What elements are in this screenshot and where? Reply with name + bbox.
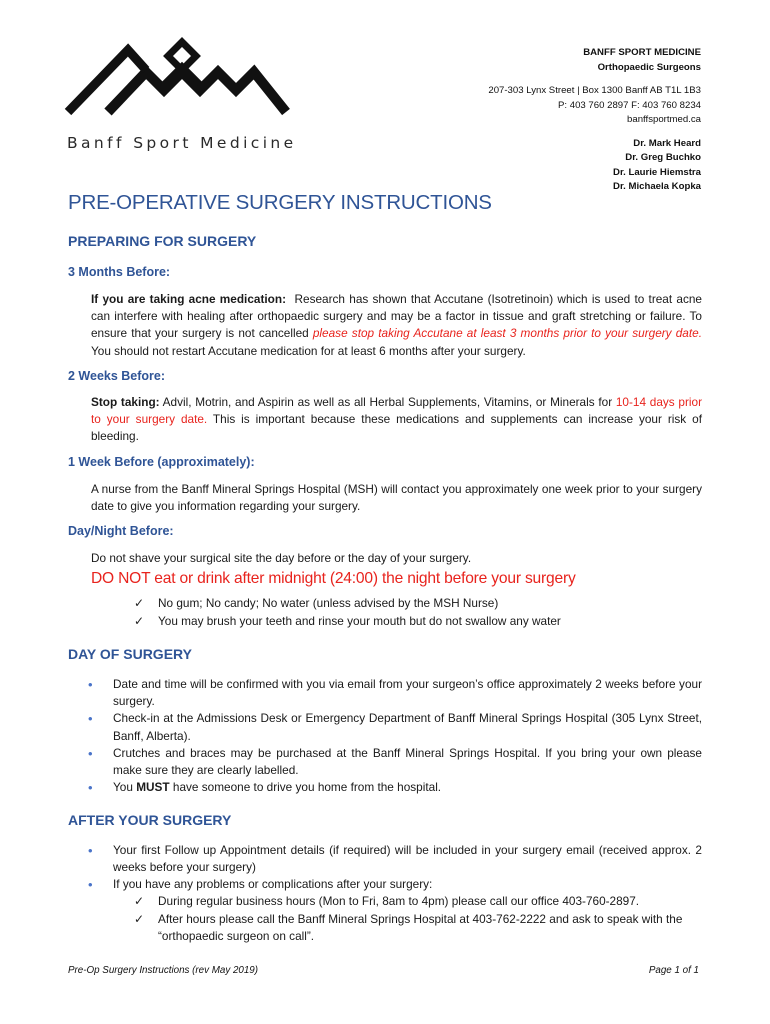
must-post-text: have someone to drive you home from the hospital.: [169, 780, 442, 795]
check-mark-icon: ✓: [134, 911, 145, 926]
list-item-text: After hours please call the Banff Mineral Springs Hospital at 403-762-2222 and ask to speak with the “orthopaedic surgeon on call”.: [158, 911, 683, 943]
list-item: [88, 876, 702, 893]
clinic-logo: [64, 36, 334, 152]
list-item: [88, 745, 702, 779]
check-mark-icon: ✓: [134, 894, 145, 908]
bullet-icon: •: [88, 780, 93, 796]
bullet-icon: •: [88, 843, 93, 858]
doctor-name: Dr. Michaela Kopka: [613, 181, 701, 192]
list-item: [134, 595, 714, 613]
bullet-icon: •: [88, 745, 93, 761]
clinic-website[interactable]: banffsportmed.ca: [627, 114, 701, 125]
clinic-subtitle: Orthopaedic Surgeons: [597, 61, 701, 73]
bullet-icon: •: [88, 677, 93, 692]
subheading-3-months: 3 Months Before:: [68, 265, 171, 279]
list-item-text: Date and time will be confirmed with you via email from your surgeon’s office approximately 2 weeks before your surgery.: [113, 677, 702, 709]
section-heading-preparing: PREPARING FOR SURGERY: [68, 233, 257, 249]
list-item-text: Check-in at the Admissions Desk or Emergency Department of Banff Mineral Springs Hospital (305 Lynx Street, Banff, Alberta).: [113, 711, 702, 743]
body-text: Advil, Motrin, and Aspirin as well as all Herbal Supplements, Vitamins, or Minerals for: [159, 395, 616, 409]
highlight-text: please stop taking Accutane at least 3 months prior to your surgery date.: [312, 326, 702, 341]
clinic-phone-fax: P: 403 760 2897 F: 403 760 8234: [558, 99, 701, 111]
list-item-text: If you have any problems or complications after your surgery:: [113, 877, 433, 892]
highlight-text: 10-14 days prior to your surgery date.: [91, 395, 702, 427]
page-title: PRE-OPERATIVE SURGERY INSTRUCTIONS: [68, 191, 492, 214]
list-item-text: No gum; No candy; No water (unless advised by the MSH Nurse): [158, 596, 499, 610]
check-mark-icon: ✓: [134, 613, 145, 628]
doctor-name: Dr. Laurie Hiemstra: [613, 166, 701, 178]
check-mark-icon: ✓: [134, 596, 145, 610]
must-emphasis: MUST: [136, 780, 170, 795]
list-item: [134, 911, 702, 946]
list-item: [88, 676, 702, 710]
fasting-check-list: [134, 595, 714, 630]
body-text: You should not restart Accutane medication for at least 6 months after your surgery.: [91, 326, 709, 358]
list-item-text: During regular business hours (Mon to Fri, 8am to 4pm) please call our office 403-760-2897.: [158, 894, 640, 908]
bullet-icon: •: [88, 711, 93, 727]
section-heading-day-of: DAY OF SURGERY: [68, 646, 192, 662]
list-item: [88, 710, 702, 744]
lead-text: Stop taking:: [91, 395, 160, 409]
clinic-address: 207-303 Lynx Street | Box 1300 Banff AB T1L 1B3: [488, 85, 701, 96]
paragraph-2-weeks: [91, 394, 702, 446]
footer-revision: Pre-Op Surgery Instructions (rev May 2019): [68, 965, 259, 976]
doctor-name: Dr. Mark Heard: [633, 137, 701, 149]
paragraph-3-months: [91, 291, 709, 360]
must-pre-text: You: [113, 780, 137, 795]
subheading-2-weeks: 2 Weeks Before:: [68, 369, 166, 383]
list-item: [88, 842, 702, 876]
list-item-text: You may brush your teeth and rinse your mouth but do not swallow any water: [158, 613, 561, 628]
list-item: [134, 613, 714, 631]
section-heading-after: AFTER YOUR SURGERY: [68, 812, 232, 828]
list-item: [134, 893, 702, 911]
list-item-text: [113, 779, 702, 796]
body-text: Research has shown that Accutane (Isotretinoin) which is used to treat acne can interfere with healing after orthopaedic surgery and may be a factor in tissue and graft stretching or failure. To ensure that your surgery is not cancelled: [91, 292, 706, 341]
after-check-list: [134, 893, 702, 946]
body-text: This is important because these medications and supplements can increase your risk of bleeding.: [91, 412, 702, 444]
day-of-bullet-list: [88, 676, 702, 796]
mountain-logo-icon: [64, 36, 294, 118]
fasting-warning: DO NOT eat or drink after midnight (24:00) the night before your surgery: [91, 570, 576, 587]
subheading-1-week: 1 Week Before (approximately):: [68, 455, 255, 469]
doctor-name: Dr. Greg Buchko: [625, 152, 701, 163]
list-item-text: Your first Follow up Appointment details (if required) will be included in your surgery email (received approx. 2 weeks before your surgery): [113, 843, 702, 875]
list-item: [88, 779, 702, 796]
clinic-name: BANFF SPORT MEDICINE: [583, 47, 701, 58]
footer-page-number: Page 1 of 1: [648, 965, 699, 976]
subheading-day-night: Day/Night Before:: [68, 524, 174, 538]
paragraph-1-week: A nurse from the Banff Mineral Springs Hospital (MSH) will contact you approximately one week prior to your surgery date to give you information regarding your surgery.: [91, 482, 702, 514]
clinic-info: [381, 46, 701, 195]
logo-wordmark: Banff Sport Medicine: [67, 134, 297, 152]
after-bullet-list: [88, 842, 702, 894]
bullet-icon: •: [88, 877, 93, 893]
lead-text: If you are taking acne medication:: [91, 292, 286, 306]
paragraph-day-night: Do not shave your surgical site the day before or the day of your surgery.: [91, 551, 472, 565]
list-item-text: Crutches and braces may be purchased at the Banff Mineral Springs Hospital. If you bring your own please make sure they are clearly labelled.: [113, 745, 702, 778]
